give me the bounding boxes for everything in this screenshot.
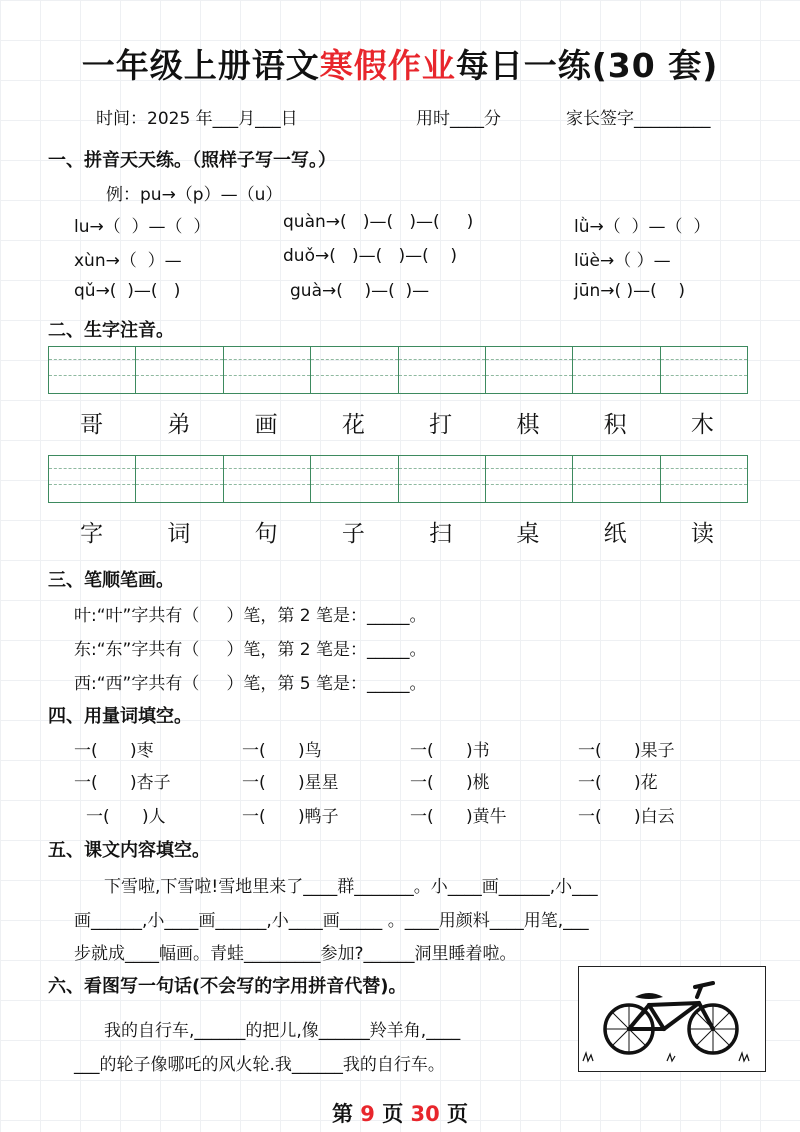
character-row bbox=[48, 515, 746, 548]
grid-cell[interactable] bbox=[136, 456, 223, 502]
character: 积 bbox=[603, 412, 627, 438]
measure-word-item[interactable]: 一( )桃 bbox=[410, 773, 490, 793]
character: 扫 bbox=[429, 521, 453, 547]
pinyin-item[interactable]: lu→（ ）—（ ） bbox=[74, 217, 211, 237]
grid-cell[interactable] bbox=[136, 347, 223, 393]
character: 字 bbox=[80, 521, 104, 547]
grid-cell[interactable] bbox=[661, 456, 747, 502]
grid-cell[interactable] bbox=[573, 456, 660, 502]
pinyin-writing-grid[interactable] bbox=[48, 455, 748, 503]
footer-mid: 页 bbox=[382, 1102, 404, 1126]
character: 子 bbox=[341, 521, 365, 547]
measure-word-item[interactable]: 一( )人 bbox=[86, 807, 166, 827]
stroke-question[interactable]: 西:“西”字共有（ ）笔，第 5 笔是：_____。 bbox=[74, 674, 427, 694]
text-fill-line[interactable]: 步就成____幅画。青蛙_________参加?______洞里睡着啦。 bbox=[74, 944, 517, 964]
pinyin-item[interactable]: duǒ→( )—( )—( ) bbox=[283, 246, 458, 266]
sentence-fill-line[interactable]: ___的轮子像哪吒的风火轮.我______我的自行车。 bbox=[74, 1055, 445, 1075]
grid-cell[interactable] bbox=[49, 347, 136, 393]
measure-word-item[interactable]: 一( )鸟 bbox=[242, 741, 322, 761]
section5-heading: 五、课文内容填空。 bbox=[48, 840, 210, 861]
measure-word-item[interactable]: 一( )杏子 bbox=[74, 773, 171, 793]
meta-duration[interactable]: 用时____分 bbox=[416, 109, 501, 129]
measure-word-item[interactable]: 一( )星星 bbox=[242, 773, 339, 793]
section6-heading: 六、看图写一句话(不会写的字用拼音代替)。 bbox=[48, 976, 407, 997]
page-title bbox=[0, 40, 800, 87]
footer-page-number: 9 bbox=[360, 1102, 375, 1126]
title-part2: 每日一练(30 套) bbox=[455, 46, 719, 85]
grid-cell[interactable] bbox=[311, 347, 398, 393]
pinyin-item[interactable]: guà→( )—( )— bbox=[290, 281, 430, 301]
character: 哥 bbox=[80, 412, 104, 438]
character: 打 bbox=[429, 412, 453, 438]
section4-heading: 四、用量词填空。 bbox=[48, 706, 192, 727]
footer-suffix: 页 bbox=[447, 1102, 469, 1126]
bicycle-seat bbox=[635, 993, 663, 999]
pinyin-item[interactable]: jūn→( )—( ) bbox=[574, 281, 686, 301]
character: 画 bbox=[254, 412, 278, 438]
grid-cell[interactable] bbox=[311, 456, 398, 502]
text-fill-line[interactable]: 画______,小____画______,小____画_____ 。____用颜料____用笔,___ bbox=[74, 911, 589, 931]
grid-cell[interactable] bbox=[224, 456, 311, 502]
character: 木 bbox=[690, 412, 714, 438]
measure-word-item[interactable]: 一( )黄牛 bbox=[410, 807, 507, 827]
character-row bbox=[48, 406, 746, 439]
grid-cell[interactable] bbox=[573, 347, 660, 393]
footer-total-pages: 30 bbox=[410, 1102, 440, 1126]
character: 弟 bbox=[167, 412, 191, 438]
page-footer bbox=[0, 1098, 800, 1128]
title-highlight: 寒假作业 bbox=[319, 46, 456, 85]
stroke-question[interactable]: 叶:“叶”字共有（ ）笔，第 2 笔是：_____。 bbox=[74, 606, 427, 626]
section1-example: 例：pu→（p）—（u） bbox=[106, 185, 283, 205]
grid-cell[interactable] bbox=[399, 456, 486, 502]
grid-cell[interactable] bbox=[399, 347, 486, 393]
sentence-fill-line[interactable]: 我的自行车,______的把儿,像______羚羊角,____ bbox=[104, 1021, 461, 1041]
character: 句 bbox=[254, 521, 278, 547]
grid-cell[interactable] bbox=[486, 456, 573, 502]
section2-heading: 二、生字注音。 bbox=[48, 320, 174, 341]
section3-heading: 三、笔顺笔画。 bbox=[48, 570, 174, 591]
pinyin-item[interactable]: lüè→（ ）— bbox=[574, 251, 671, 271]
meta-parent-sign[interactable]: 家长签字_________ bbox=[566, 109, 711, 129]
bicycle-icon bbox=[579, 967, 765, 1071]
measure-word-item[interactable]: 一( )枣 bbox=[74, 741, 154, 761]
character: 读 bbox=[690, 521, 714, 547]
pinyin-item[interactable]: quàn→( )—( )—( ) bbox=[283, 212, 474, 232]
measure-word-item[interactable]: 一( )花 bbox=[578, 773, 658, 793]
grid-cell[interactable] bbox=[486, 347, 573, 393]
title-part1: 一年级上册语文 bbox=[81, 46, 320, 85]
grid-cell[interactable] bbox=[224, 347, 311, 393]
measure-word-item[interactable]: 一( )果子 bbox=[578, 741, 675, 761]
pinyin-writing-grid[interactable] bbox=[48, 346, 748, 394]
character: 纸 bbox=[603, 521, 627, 547]
meta-time[interactable]: 时间：2025 年___月___日 bbox=[96, 109, 298, 129]
character: 棋 bbox=[516, 412, 540, 438]
character: 桌 bbox=[516, 521, 540, 547]
pinyin-item[interactable]: qǔ→( )—( ) bbox=[74, 281, 181, 301]
character: 词 bbox=[167, 521, 191, 547]
text-fill-line[interactable]: 下雪啦,下雪啦!雪地里来了____群_______。小____画______,小___ bbox=[104, 877, 598, 897]
pinyin-item[interactable]: lǜ→（ ）—（ ） bbox=[574, 217, 711, 237]
measure-word-item[interactable]: 一( )白云 bbox=[578, 807, 675, 827]
pinyin-item[interactable]: xùn→（ ）— bbox=[74, 251, 182, 271]
measure-word-item[interactable]: 一( )书 bbox=[410, 741, 490, 761]
footer-prefix: 第 bbox=[331, 1102, 353, 1126]
grid-cell[interactable] bbox=[661, 347, 747, 393]
grid-cell[interactable] bbox=[49, 456, 136, 502]
stroke-question[interactable]: 东:“东”字共有（ ）笔，第 2 笔是：_____。 bbox=[74, 640, 427, 660]
character: 花 bbox=[341, 412, 365, 438]
measure-word-item[interactable]: 一( )鸭子 bbox=[242, 807, 339, 827]
section1-heading: 一、拼音天天练。（照样子写一写。） bbox=[48, 150, 336, 171]
bicycle-picture bbox=[578, 966, 766, 1072]
